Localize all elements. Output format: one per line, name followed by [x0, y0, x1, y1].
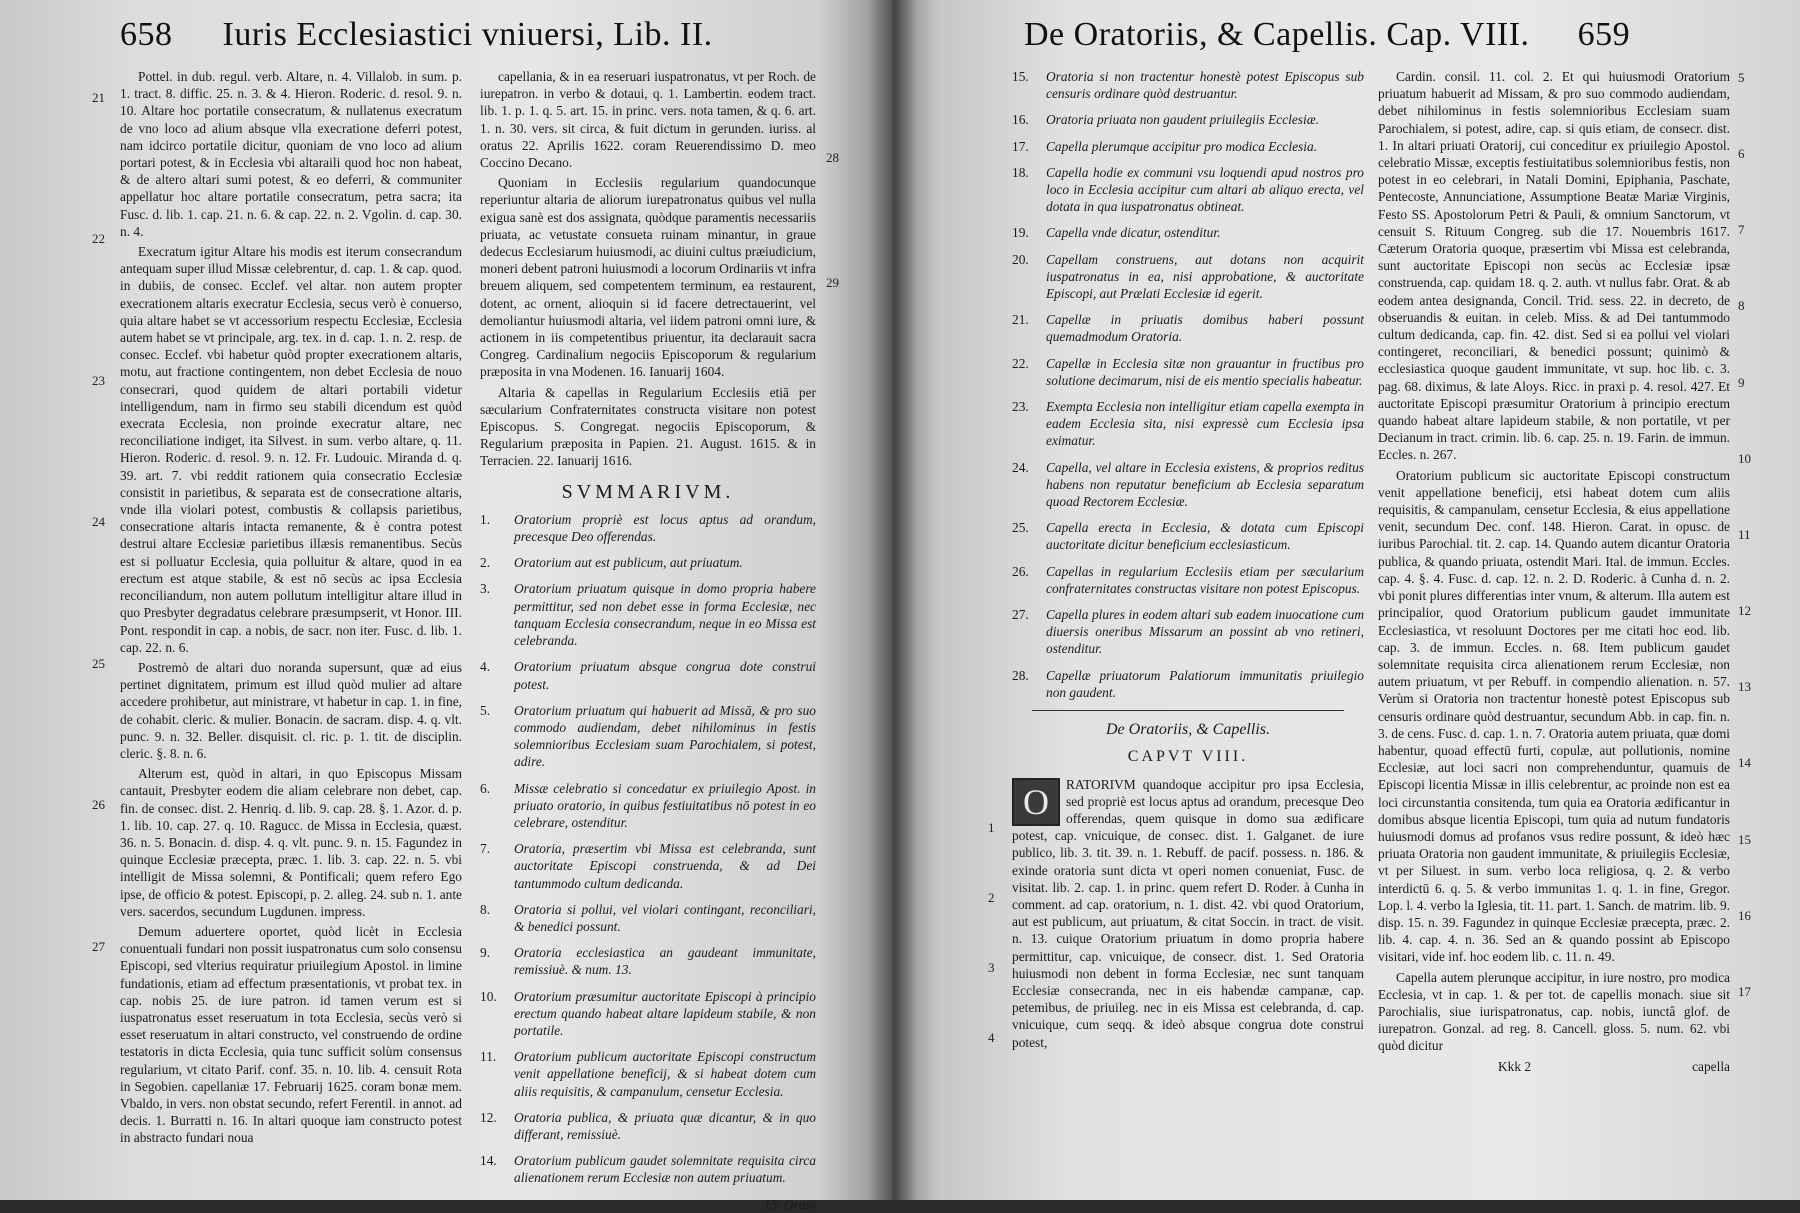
summary-number: 17. [1012, 138, 1029, 154]
paragraph: Pottel. in dub. regul. verb. Altare, n. 4. Villalob. in sum. p. 1. tract. 8. diffic. 25. n. 3. & 4. Hieron. Roderic. d. resol. 9. n. 10. Altare hoc portatile consecratum, & nullatenus execratum de vno loco ad alium absque vlla execratione deferri potest, nam idcirco portatile dicitur, quoniam de vno loco ad alium portari potest, & in Ecclesia vbi altaraili quod hoc non habeat, & de altero altari sumi potest, & eo deferri, & communiter appellatur hoc altare portatile consecratum, petra sacra; ita Fusc. d. lib. 1. cap. 21. n. 6. & cap. 22. n. 2. Vgolin. d. cap. 30. n. 4. [120, 69, 462, 239]
summary-number: 22. [1012, 355, 1029, 371]
caput-title: CAPVT VIII. [1127, 748, 1249, 766]
chapter-opening [1012, 776, 1364, 1051]
paragraph: capellania, & in ea reseruari iuspatronatus, vt per Roch. de iurepatron. in verbo & dotaui, q. 1. Lambertin. eodem tract. lib. 1. p. 1. q. 5. art. 15. in princ. vers. nota tamen, & q. 6. art. 1. n. 30. vers. sit circa, & fuit dictum in gerunden. iuriss. al oratus 22. Aprilis 1622. coram Reuerendissimo D. meo Coccino Decano. [480, 69, 816, 171]
margin-number: 5 [1738, 70, 1745, 85]
summary-text: Oratorium propriè est locus aptus ad orandum, precesque Deo offerendas. [514, 511, 816, 545]
summary-text: Exempta Ecclesia non intelligitur etiam capella exempta in eadem Ecclesia sita, nisi expressè cum Ecclesia ipsa eximatur. [1046, 399, 1364, 449]
summary-text: Oratorium præsumitur auctoritate Episcopi à principio erectum quando habeat altare lapideum stabile, & non portatile. [514, 988, 816, 1038]
summary-number: 21. [1012, 312, 1029, 328]
margin-number: 14 [1738, 755, 1751, 771]
summary-number: 3. [480, 581, 491, 597]
summary-text: Oratorium aut est publicum, aut priuatum. [514, 555, 743, 571]
right-page [892, 0, 1800, 1200]
summary-item [480, 554, 816, 571]
summary-number: 19. [1012, 225, 1029, 241]
dropcap-initial: O [1012, 778, 1060, 826]
left-running-head [120, 16, 713, 54]
summary-number: 5. [480, 702, 491, 718]
paragraph: Quoniam in Ecclesiis regularium quandocunque reperiuntur altaria de aliorum iurepatronatus quibus vel nulla exigua sanè est dos assignata, quòdque paramentis necessariis priuata, ac vetustate consueta ruinam minantur, in graue dedecus Ecclesiarum huiusmodi, ac diuini cultus præiudicium, moneri debent patroni huiusmodi a locorum Ordinariis vt infra breuem aliquem, sed competentem terminum, ea restaurent, dotent, ac ornent, alioquin si id facere detrectauerint, vel demoliantur huiusmodi altaria, vel iidem patroni omni iure, & actionem in iis competentibus priuentur, ita declarauit sacra Congreg. Cardinalium negociis Episcoporum & regularium præposita in vna Modenen. 16. Ianuarij 1604. [480, 175, 816, 380]
margin-number: 1 [988, 820, 995, 835]
summary-number: 26. [1012, 563, 1029, 579]
summary-number: 2. [480, 555, 491, 571]
right-catchword: capella [1692, 1058, 1730, 1074]
summary-item [480, 1109, 816, 1143]
summary-continued [1012, 68, 1364, 701]
margin-number: 2 [988, 890, 995, 905]
summary-number: 8. [480, 901, 491, 917]
summary-text: Oratorium priuatum qui habuerit ad Missā, & pro suo commodo audiendam, debet nihilominus in festis solemnioribus Ecclesiam suam Parochialem, si potest, adire. [514, 702, 816, 770]
section-rule [1032, 710, 1344, 711]
paragraph: Demum aduertere oportet, quòd licèt in Ecclesia conuentuali fundari non possit iuspatronatus cum solo consensu Episcopi, sed vlterius requiratur priuilegium Apostol. in limine fundationis, etiam ad effectum præsentationis, vt probat tex. in cap. nobis 25. de iure patron. id tamen verum est si iuspatronatus esset reseruatum in tota Ecclesia, secùs verò si esset reseruatum in altari constructo, vel construendo de ordine testatoris in dicta Ecclesia, quia tunc sufficit solùm consensus regularium, vt citato Parif. conf. 35. n. 10. lib. 4. censuit Rota in Segobien. capellaniæ 17. Februarij 1625. coram bonæ mem. Vbaldo, in vers. non obstat secundo, refert Ferentil. in annot. ad decis. 1. Burratti n. 16. In altari quoque iam constructo potest in abstracto fundari noua [120, 923, 462, 1146]
summary-item [1012, 606, 1364, 658]
summary-item [480, 658, 816, 692]
summary-number: 9. [480, 945, 491, 961]
summary-item [480, 511, 816, 545]
margin-number: 25 [92, 655, 105, 671]
summary-number: 7. [480, 841, 491, 857]
summary-number: 1. [480, 511, 491, 527]
left-page [0, 0, 892, 1212]
summary-number: 20. [1012, 251, 1029, 267]
summary-item [480, 702, 816, 771]
summary-item [1012, 138, 1364, 155]
margin-number: 17 [1738, 983, 1751, 999]
paragraph: Execratum igitur Altare his modis est iterum consecrandum antequam super illud Missæ celebrentur, d. cap. 1. & cap. quod. in dubiis, de consec. Ecclef. vel altar. non autem propter execrationem altaris execratur Ecclesia, secus verò è conuerso, quia altare habet se vt accessorium respectu Ecclesiæ, Ecclesia autem habet se vt principale, arg. tex. in d. cap. 1. n. 2. resp. de consec. Ecclef. vbi habetur quòd propter execrationem altaris, motu, aut fractione contingentem, non debet Ecclesia de nouo consecrari, quod quidem de altari portabili videtur intelligendum, nam in firmo seu stabili dicendum est quòd execrata Ecclesia, non proinde execratur altare, nec reconciliatione indiget, ita Silvest. in sum. verbo altare, q. 11. Hieron. Roderic. d. resol. 9. n. 12. Fr. Ludouic. Miranda d. q. 39. art. 7. vbi reddit rationem quia consecratio Ecclesiæ consistit in parietibus, & separata est de consecratione altaris, vnde illa violari potest, combustis & collapsis parietibus, consecratione altaris intacta remanente, & è contra potest destrui altare Ecclesiæ parietibus illæsis remanentibus. Secùs est si polluatur Ecclesia, quia polluitur & altare, quod in ea erectum est atque stabile, & est nō secùs ac ipsa Ecclesia reconciliandum, non autem pollutum intelligitur altare illud in quo Presbyter degradatus celebrare præsumpserit, vt Honor. III. Pont. respondit in cap. a nobis, de sacr. non iter. Fusc. d. lib. 1. cap. 22. n. 6. [120, 244, 462, 655]
summary-text: Capella hodie ex communi vsu loquendi apud nostros pro loco in Ecclesia accipitur cum altari ab aliquo erecta, vel dotata in qua iuspatronatus obtineat. [1046, 164, 1364, 215]
summary-item [1012, 398, 1364, 450]
margin-number: 6 [1738, 146, 1745, 162]
left-page-number: 658 [120, 16, 173, 53]
summary-number: 10. [480, 988, 497, 1004]
summarium-title: SVMMARIVM. [561, 480, 735, 503]
summary-item [1012, 311, 1364, 345]
summary-number: 12. [480, 1109, 497, 1125]
right-column-1 [1012, 68, 1364, 1178]
summary-text: Oratorium publicum gaudet solemnitate requisita circa alienationem rerum Ecclesiæ non autem priuatum. [514, 1153, 816, 1186]
left-column-2 [480, 68, 816, 1212]
signature-mark: Kkk 2 [1498, 1058, 1532, 1074]
summary-number: 11. [480, 1049, 497, 1065]
paragraph: Postremò de altari duo noranda supersunt, quæ ad eius pertinet dignitatem, primum est illud quòd mulier ad altare accedere prohibetur, aut ministrare, vt habetur in cap. 1. in fine, de cohabit. cleric. & mulier. Bonacin. de sacram. disp. 4. q. vlt. punc. 9. n. 32. Beller. disquisit. cl. ric. p. 1. tit. de disciplin. cleric. §. 8. n. 6. [120, 659, 462, 761]
summary-item [480, 901, 816, 935]
margin-number: 3 [988, 960, 995, 975]
margin-number: 12 [1738, 603, 1751, 619]
summary-item [480, 988, 816, 1040]
summary-item [1012, 251, 1364, 303]
summary-item [1012, 224, 1364, 241]
summary-item [480, 1048, 816, 1100]
summary-text: Capellam construens, aut dotans non acquirit iuspatronatus in ea, nisi approbatione, & auctoritate Episcopi, aut Prælati Ecclesiæ id egerit. [1046, 251, 1364, 302]
summary-item [1012, 68, 1364, 102]
margin-number: 11 [1738, 526, 1751, 542]
summary-item [1012, 111, 1364, 128]
margin-number: 4 [988, 1030, 995, 1045]
margin-number: 13 [1738, 679, 1751, 695]
summary-number: 24. [1012, 459, 1029, 475]
summary-text: Capellæ in Ecclesia sitæ non grauantur in fructibus pro solutione decimarum, nisi de eis mentio specialis habeatur. [1046, 355, 1364, 388]
paragraph: Altaria & capellas in Regularium Ecclesiis etiā per sæcularium Confraternitates constructa visitare non potest Episcopus. S. Congregat. negociis Episcoporum, & Regularium præposita in Papien. 21. August. 1615. & in Terracien. 22. Ianuarij 1616. [480, 384, 816, 469]
margin-number: 8 [1738, 298, 1745, 314]
summarium-list [480, 511, 816, 1187]
paragraph: Alterum est, quòd in altari, in quo Episcopus Missam cantauit, Presbyter eodem die aliam celebrare non debet, cap. fin. de consec. dist. 2. Henriq. d. lib. 9. cap. 28. §. 1. Azor. d. p. 1. lib. 10. cap. 27. q. 10. Ragucc. de Missa in Ecclesia, quæst. 36. n. 5. Bonacin. d. disp. 4. q. vlt. punc. 9. n. 15. Fagundez in quinque Ecclesiæ præcepta, præc. 1. lib. 3. cap. 22. n. 5. vbi intelligit de Missa solemni, & Pontificali; quem refero Ego ipse, de officio & potest. Episcopi, p. 2. alleg. 24. sub n. 1. ante vers. sacerdos, secundum Lugdunen. impress. [120, 766, 462, 919]
margin-number: 16 [1738, 907, 1751, 923]
summary-text: Oratoria, præsertim vbi Missa est celebranda, sunt auctoritate Episcopi construenda, & ad Dei tantummodo cultum dedicanda. [514, 841, 816, 891]
summary-item [480, 840, 816, 892]
left-catchword: 15. Orato [763, 1196, 816, 1212]
summary-item [480, 780, 816, 832]
summary-number: 25. [1012, 520, 1029, 536]
summary-number: 14. [480, 1153, 497, 1169]
summary-text: Capellæ in priuatis domibus haberi possunt quemadmodum Oratoria. [1046, 312, 1364, 345]
paragraph: Oratorium publicum sic auctoritate Episcopi constructum venit appellatione beneficij, etsi habeat dotem cum aliis requisitis, & campanulam, censetur Ecclesia, & eius appellatione venit, secundum Dec. conf. 148. Hieron. Carat. in opusc. de iuribus Parochial. tit. 2. cap. 14. Quando autem dicantur Oratoria publica, & quando priuata, ostendit Mari. Ital. de immun. Eccles. cap. 4. §. 4. Fusc. d. cap. 12. n. 2. D. Roderic. à Cunha d. n. 2. vbi ponit plures differentias inter vnum, & alterum. Illa autem est principalior, quod Oratorium publicum gaudet immunitate Ecclesiastica, vt resoluunt Doctores per me citati hoc eod. lib. cap. 3. de immun. Eccles. n. 68. Item publicum gaudet solemnitate requisita circa alienationem rerum Ecclesiæ, non autem priuatum, vt per Rebuff. in compendio alienation. n. 57. Verùm si Oratoria non tractentur honestè potest Episcopus sub censuris ordinare quòd destruantur, secundum Abb. in cap. fin. n. 3. de cens. Fusc. d. cap. 1. n. 7. Oratoria autem priuata, quæ domi habentur, quoad effectū furti, copulæ, aut pollutionis, nomine Ecclesiæ, aut loci sacri non comprehenduntur, quamuis de Episcopi licentia Missæ in illis celebrentur, ac proinde non est ea loci circunstantia consitenda, tum quia ea Oratoria ædificantur in domibus absque licentia Episcopi, tum quia ad nutum fundatoris huiusmodi domus ad profanos vsus redire possunt, & ideò hæc priuata Oratoria non gaudent immunitate, & priuilegiis Ecclesiæ, vt per Siluest. in sum. verbo loca religiosa, q. 2. & verbo interdictū 6. q. 5. & verbo immunitas 1. q. 1. in fine, Gregor. Lop. l. 4. verbo la Iglesia, tit. 11. part. 1. Sanch. de matrim. lib. 9. disp. 15. n. 39. Fagundez in quinque Ecclesiæ præcepta, præc. 2. lib. 4. cap. 4. n. 36. Sed an & quando possint ab Episcopo visitari, vide inf. hoc eodem lib. c. 11. n. 49. [1378, 467, 1730, 965]
summary-text: Capella erecta in Ecclesia, & dotata cum Episcopi auctoritate dicitur beneficium ecclesiasticum. [1046, 520, 1364, 553]
summary-text: Oratorium publicum auctoritate Episcopi constructum venit appellatione beneficij, & si habeat dotem cum aliis requisitis, & campanulum, censetur Ecclesia. [514, 1049, 816, 1099]
margin-number: 28 [826, 150, 839, 165]
right-head-title: De Oratoriis, & Capellis. Cap. VIII. [1024, 16, 1530, 53]
summary-item [1012, 667, 1364, 701]
chapter-text: RATORIVM quandoque accipitur pro ipsa Ecclesia, sed propriè est locus aptus ad orandum, precesque Deo offerendas, quem quisque in domo sua ædificare potest, cap. vnicuique, de consec. dist. 1. Galganet. de iure publico, lib. 3. tit. 39. n. 1. Rebuff. de pacif. possess. n. 186. & exinde oratoria sunt dicta vt operi nomen conueniat, Fusc. de visitat. lib. 2. cap. 1. in princ. quem refert D. Roder. à Cunha in comment. ad cap. oratorium, n. 1. dist. 42. vbi quod Oratorium, aut est publicum, aut priuatum, & citat Soccin. in tract. de visit. n. 13. cuique Oratorium priuatum in domo propria habere permittitur, cap. vnicuique, de consecr. dist. 1. Sed Oratoria huiusmodi non debent in forma Ecclesiæ, nec sunt tanquam Ecclesiæ consecranda, nec in eis habendæ campanæ, cap. petemibus, de priuileg. nec in eis Missa est celebranda, d. cap. vnicuique, cum seqq. & ideò absque congrua dote construi potest, [1012, 776, 1364, 1050]
summary-text: Oratorium priuatum absque congrua dote construi potest. [514, 659, 816, 692]
margin-number: 21 [92, 90, 105, 105]
summary-text: Capella plures in eodem altari sub eadem inuocatione cum diuersis oneribus Missarum an possint ab vno retineri, ostenditur. [1046, 607, 1364, 657]
summary-item [480, 944, 816, 978]
summary-number: 28. [1012, 667, 1029, 683]
margin-number: 29 [826, 275, 839, 290]
summary-item [1012, 519, 1364, 553]
summary-item [480, 580, 816, 649]
margin-number: 7 [1738, 222, 1745, 238]
summary-number: 16. [1012, 112, 1029, 128]
summary-text: Oratoria priuata non gaudent priuilegiis Ecclesiæ. [1046, 112, 1320, 128]
summary-number: 18. [1012, 164, 1029, 180]
left-head-title: Iuris Ecclesiastici vniuersi, Lib. II. [222, 16, 713, 53]
margin-number: 10 [1738, 450, 1751, 466]
summary-text: Capella plerumque accipitur pro modica Ecclesia. [1046, 138, 1317, 154]
right-column-2 [1378, 68, 1730, 1178]
summary-number: 4. [480, 659, 491, 675]
summary-text: Oratoria publica, & priuata quæ dicantur, & in quo differant, remissiuè. [514, 1109, 816, 1142]
summary-item [1012, 459, 1364, 511]
paragraph: Capella autem plerunque accipitur, in iure nostro, pro modica Ecclesia, vt in cap. 1. & per tot. de capellis monach. siue sit Parochialis, siue iurispatronatus, cap. nobis, iunctâ glof. de iurepatron. Gonzal. ad reg. 8. Cancell. gloss. 5. num. 62. vbi quòd dicitur [1378, 969, 1730, 1054]
summary-item [1012, 563, 1364, 597]
summary-text: Oratoria ecclesiastica an gaudeant immunitate, remissiuè. & num. 13. [514, 945, 816, 978]
summary-item [480, 1152, 816, 1186]
right-col2-text [1378, 68, 1730, 1055]
margin-number: 23 [92, 372, 105, 388]
margin-number: 26 [92, 797, 105, 813]
right-footer [1378, 1058, 1730, 1076]
summary-text: Capella vnde dicatur, ostenditur. [1046, 225, 1221, 241]
summary-text: Missæ celebratio si concedatur ex priuilegio Apost. in priuato oratorio, in quibus festiuitatibus nō potest in eo celebrare, ostenditur. [514, 780, 816, 830]
summary-text: Oratorium priuatum quisque in domo propria habere permittitur, sed non debet esse in forma Ecclesiæ, nec tanquam Ecclesia consecrandum, neque in eo Missa est celebranda. [514, 581, 816, 649]
summary-text: Capellas in regularium Ecclesiis etiam per sæcularium confraternitates constructas visitare non potest Episcopus. [1046, 563, 1364, 596]
summary-text: Oratoria si non tractentur honestè potest Episcopus sub censuris ordinare quòd destruantur. [1046, 69, 1364, 102]
summary-item [1012, 355, 1364, 389]
summary-text: Capellæ priuatorum Palatiorum immunitatis priuilegio non gaudent. [1046, 667, 1364, 700]
right-page-number: 659 [1577, 16, 1631, 53]
summary-number: 15. [1012, 69, 1029, 84]
margin-number: 15 [1738, 831, 1751, 847]
summary-number: 23. [1012, 399, 1029, 415]
summary-number: 6. [480, 780, 491, 796]
summary-item [1012, 164, 1364, 216]
summary-text: Oratoria si pollui, vel violari contingant, reconciliari, & benedici possunt. [514, 901, 816, 934]
margin-number: 9 [1738, 374, 1745, 390]
section-title: De Oratoriis, & Capellis. [1105, 721, 1270, 739]
left-col2-text [480, 68, 816, 470]
margin-number: 24 [92, 514, 105, 530]
margin-number: 22 [92, 231, 105, 247]
right-running-head [1024, 16, 1630, 54]
margin-number: 27 [92, 938, 105, 954]
left-column-1 [120, 68, 462, 1176]
summary-text: Capella, vel altare in Ecclesia existens, & proprios reditus habens non reputatur beneficium ab Ecclesia separatum quoad Rectorem Ecclesiæ. [1046, 459, 1364, 510]
paragraph: Cardin. consil. 11. col. 2. Et qui huiusmodi Oratorium priuatum habuerit ad Missam, & pro suo commodo audiendam, debet nihilominus in festis solemnioribus Ecclesiam suam Parochialem, si potest, adire, cap. si quis etiam, de consecr. dist. 1. In altari priuati Oratorij, cui conceditur ex priuilegio Apostol. celebratio Missæ, exceptis festiuitatibus solemnioribus festis, non potest in eo celebrari, in Natali Domini, Epiphania, Paschate, Pentecoste, Annunciatione, Assumptione Beatæ Mariæ Virginis, Festo SS. Apostolorum Petri & Pauli, & omnium Sanctorum, vt censuit S. Rituum Congreg. sub die 17. Nouembris 1617. Cæterum Oratoria quoque, præsertim vbi Missa est celebranda, sunt auctoritate Episcopi non secùs ac Ecclesiæ ipsæ construenda, cap. quidam 18. q. 2. auth. vt nullus fabr. Orat. & ab eodem antea designanda, Concil. Trid. sess. 22. in decreto, de obseruandis & euitan. in celeb. Miss. & ad Dei tantummodo cultum dedicanda, cap. fin. 42. dist. Sed si ea pollui vel violari contingeret, reconciliari, & benedici possunt; quinimò & ecclesiastica quoque gaudent immunitate, vt sup. hoc lib. c. 3. pag. 68. diximus, & late Aloys. Ricc. in praxi p. 4. resol. 427. Et auctoritate Episcopi præsumitur Oratorium à principio erectum quando habeat altare lapideum stabile, & non portatile, vt per Decianum in tract. crimin. lib. 6. cap. 25. n. 19. Farin. de immun. Eccles. n. 267. [1378, 69, 1730, 463]
summary-number: 27. [1012, 607, 1029, 623]
